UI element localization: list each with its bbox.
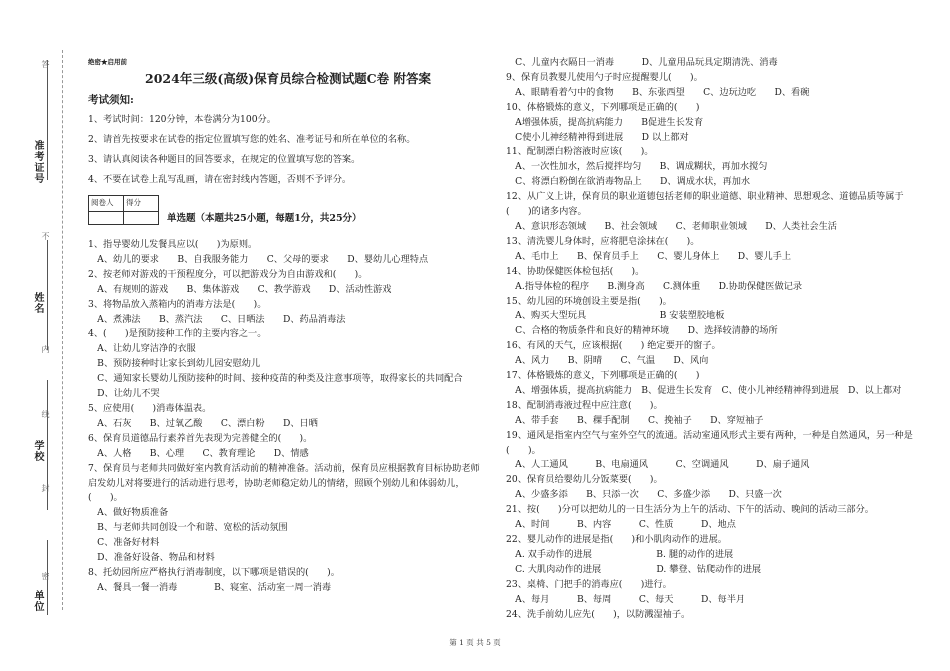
option-line: C、合格的物质条件和良好的精神环境 D、选择较清静的场所 [506, 325, 778, 337]
question-line: 22、婴儿动作的进展是指( )和小肌肉动作的进展。 [506, 534, 727, 545]
option-line: A、时间 B、内容 C、性质 D、地点 [506, 519, 736, 531]
option-line: D、准备好设备、物品和材料 [88, 552, 215, 564]
question-line: 19、通风是指室内空气与室外空气的流通。活动室通风形式主要有两种，一种是自然通风，另一种是( )。 [506, 429, 913, 456]
option-line: C、通知家长婴幼儿预防接种的时间、接种疫苗的种类及注意事项等，取得家长的共同配合 [88, 373, 463, 385]
question-line: 17、体格锻炼的意义，下列哪项是正确的( ) [506, 370, 700, 382]
question-line: 4、( )是预防接种工作的主要内容之一。 [88, 328, 267, 340]
note-item: 2、请首先按要求在试卷的指定位置填写您的姓名、准考证号和所在单位的名称。 [88, 134, 416, 145]
option-line: A、毛巾上 B、保育员手上 C、婴儿身体上 D、婴儿手上 [506, 250, 792, 262]
reviewer-header: 阅卷人 [89, 196, 124, 212]
question-line: 16、有风的天气，应该根据( ) 绝定要开的窗子。 [506, 340, 721, 352]
binding-margin [0, 0, 75, 671]
question-line: 11、配制漂白粉溶液时应该( )。 [506, 146, 654, 158]
option-line: B、预防接种时让家长到幼儿园安慰幼儿 [88, 358, 261, 370]
option-line: A、幼儿的要求 B、自我服务能力 C、父母的要求 D、婴幼儿心理特点 [88, 253, 429, 265]
exam-id-fill-line [47, 60, 48, 180]
option-line: A、少盛多添 B、只添一次 C、多盛少添 D、只盛一次 [506, 489, 782, 501]
option-line: A、人工通风 B、电扇通风 C、空调通风 D、扇子通风 [506, 459, 810, 471]
question-line: 5、应使用( )消毒体温表。 [88, 402, 212, 414]
option-line: A增强体质，提高抗病能力 B促进生长发育 [506, 116, 704, 128]
option-line: A、增强体质，提高抗病能力 B、促进生长发育 C、使小儿神经精神得到进展 D、以上都对 [506, 384, 902, 396]
question-line: 9、保育员教婴儿使用勺子时应提醒婴儿( )。 [506, 71, 703, 83]
question-line: 3、将物品放入蒸箱内的消毒方法是( )。 [88, 298, 267, 310]
question-line: 6、保育员道德品行素养首先表现为完善健全的( )。 [88, 432, 313, 444]
option-line: A、一次性加水，然后搅拌均匀 B、调成糊状，再加水搅匀 [506, 161, 768, 173]
left-column [88, 56, 488, 596]
seal-char-mi: 密 [41, 572, 50, 580]
binding-label-school: 学校 [32, 440, 43, 462]
option-line: A、做好物质准备 [88, 507, 169, 519]
name-fill-line [47, 240, 48, 350]
option-line: A.指导体检的程序 B.测身高 C.测体重 D.协助保健医做记录 [506, 280, 803, 292]
option-line: A. 双手动作的进展 B. 腿的动作的进展 [506, 548, 734, 560]
seal-char-bu: 不 [41, 232, 50, 240]
question-line: 18、配制消毒液过程中应注意( )。 [506, 399, 663, 411]
question-line: 23、桌椅、门把手的消毒应( )进行。 [506, 578, 672, 590]
question-line: 21、按( )分可以把幼儿的一日生活分为上午的活动、下午的活动、晚间的活动三部分。 [506, 504, 874, 516]
exam-title: 2024年三级(高级)保育员综合检测试题C卷 附答案 [145, 71, 431, 86]
question-line: 20、保育员给婴幼儿分饭菜要( )。 [506, 474, 663, 486]
question-line: 1、指导婴幼儿发餐具应以( )为原则。 [88, 239, 258, 250]
seal-line [62, 50, 63, 610]
score-table [88, 195, 159, 225]
option-line: A、眼睛看着勺中的食物 B、东张西望 C、边玩边吃 D、看碗 [506, 86, 810, 98]
seal-char-nei: 内 [41, 345, 50, 353]
option-line: A、餐具一餐一消毒 B、寝室、活动室一周一消毒 [88, 581, 332, 593]
option-line: C. 大肌肉动作的进展 D. 攀登、钻爬动作的进展 [506, 563, 762, 575]
option-line: A、有规则的游戏 B、集体游戏 C、教学游戏 D、活动性游戏 [88, 283, 392, 295]
binding-label-exam-id: 准考证号 [32, 140, 43, 184]
question-line: 14、协助保健医体检包括( )。 [506, 265, 645, 277]
question-line: 2、按老师对游戏的干预程度分，可以把游戏分为自由游戏和( )。 [88, 268, 368, 280]
option-line: A、每月 B、每周 C、每天 D、每半月 [506, 593, 746, 605]
option-line: D、让幼儿不哭 [88, 388, 160, 400]
reviewer-cell[interactable] [89, 211, 124, 224]
option-line: A、风力 B、阴晴 C、气温 D、风向 [506, 355, 709, 367]
score-section [88, 192, 488, 228]
seal-char-xian: 线 [41, 410, 50, 418]
note-item: 3、请认真阅读各种题目的回答要求，在规定的位置填写您的答案。 [88, 154, 361, 165]
note-item: 4、不要在试卷上乱写乱画，请在密封线内答题，否则不予评分。 [88, 174, 352, 185]
right-column [506, 56, 914, 622]
question-line: 15、幼儿园的环境创设主要是指( )。 [506, 295, 672, 307]
section-title: 单选题（本题共25小题，每题1分，共25分） [167, 212, 362, 224]
option-line: C、将漂白粉倒在欲消毒物品上 D、调成水状，再加水 [506, 176, 751, 188]
page-footer: 第 1 页 共 5 页 [449, 638, 501, 647]
question-line: 24、洗手前幼儿应先( )，以防溅湿袖子。 [506, 608, 691, 620]
question-line: 13、清洗婴儿身体时，应将肥皂涂抹在( )。 [506, 235, 700, 247]
option-line: A、让幼儿穿洁净的衣服 [88, 343, 196, 355]
seal-char-da: 答 [41, 60, 50, 68]
question-line: 7、保育员与老师共同做好室内教育活动前的精神准备。活动前，保育员应根据教育目标协助老师启发幼儿对将要进行的活动进行思考，协助老师稳定幼儿的情绪，照顾个别幼儿和体弱幼儿，( )。 [88, 462, 480, 504]
note-item: 1、考试时间：120分钟，本卷满分为100分。 [88, 114, 276, 125]
question-line: 8、托幼园所应严格执行消毒制度，以下哪项是错误的( )。 [88, 566, 340, 578]
option-line: C、儿童内衣隔日一消毒 D、儿童用品玩具定期清洗、消毒 [506, 57, 778, 68]
question-line: 10、体格锻炼的意义，下列哪项是正确的( ) [506, 101, 700, 113]
binding-label-name: 姓名 [32, 292, 43, 314]
score-cell[interactable] [124, 211, 159, 224]
notes-heading: 考试须知: [88, 94, 134, 106]
score-header: 得分 [124, 196, 159, 212]
option-line: A、带手套 B、稞手配制 C、挽袖子 D、穿短袖子 [506, 414, 764, 426]
option-line: A、人格 B、心理 C、教育理论 D、情感 [88, 447, 309, 459]
option-line: C、准备好材料 [88, 537, 160, 549]
option-line: B、与老师共同创设一个和谐、宽松的活动氛围 [88, 522, 288, 534]
option-line: A、石灰 B、过氧乙酸 C、漂白粉 D、日晒 [88, 417, 318, 429]
option-line: C使小儿神经精神得到进展 D 以上都对 [506, 131, 689, 143]
option-line: A、购买大型玩具 B 安装塑胶地板 [506, 310, 725, 322]
question-line: 12、从广义上讲，保育员的职业道德包括老师的职业道德、职业精神、思想观念、道德品质等属于( )的诸多内容。 [506, 191, 904, 218]
option-line: A、煮沸法 B、蒸汽法 C、日晒法 D、药品消毒法 [88, 313, 346, 325]
binding-label-unit: 单位 [32, 590, 43, 612]
option-line: A、意识形态领域 B、社会领域 C、老师职业领域 D、人类社会生活 [506, 220, 837, 232]
secret-mark: 绝密★启用前 [88, 58, 127, 66]
seal-char-feng: 封 [41, 484, 50, 492]
